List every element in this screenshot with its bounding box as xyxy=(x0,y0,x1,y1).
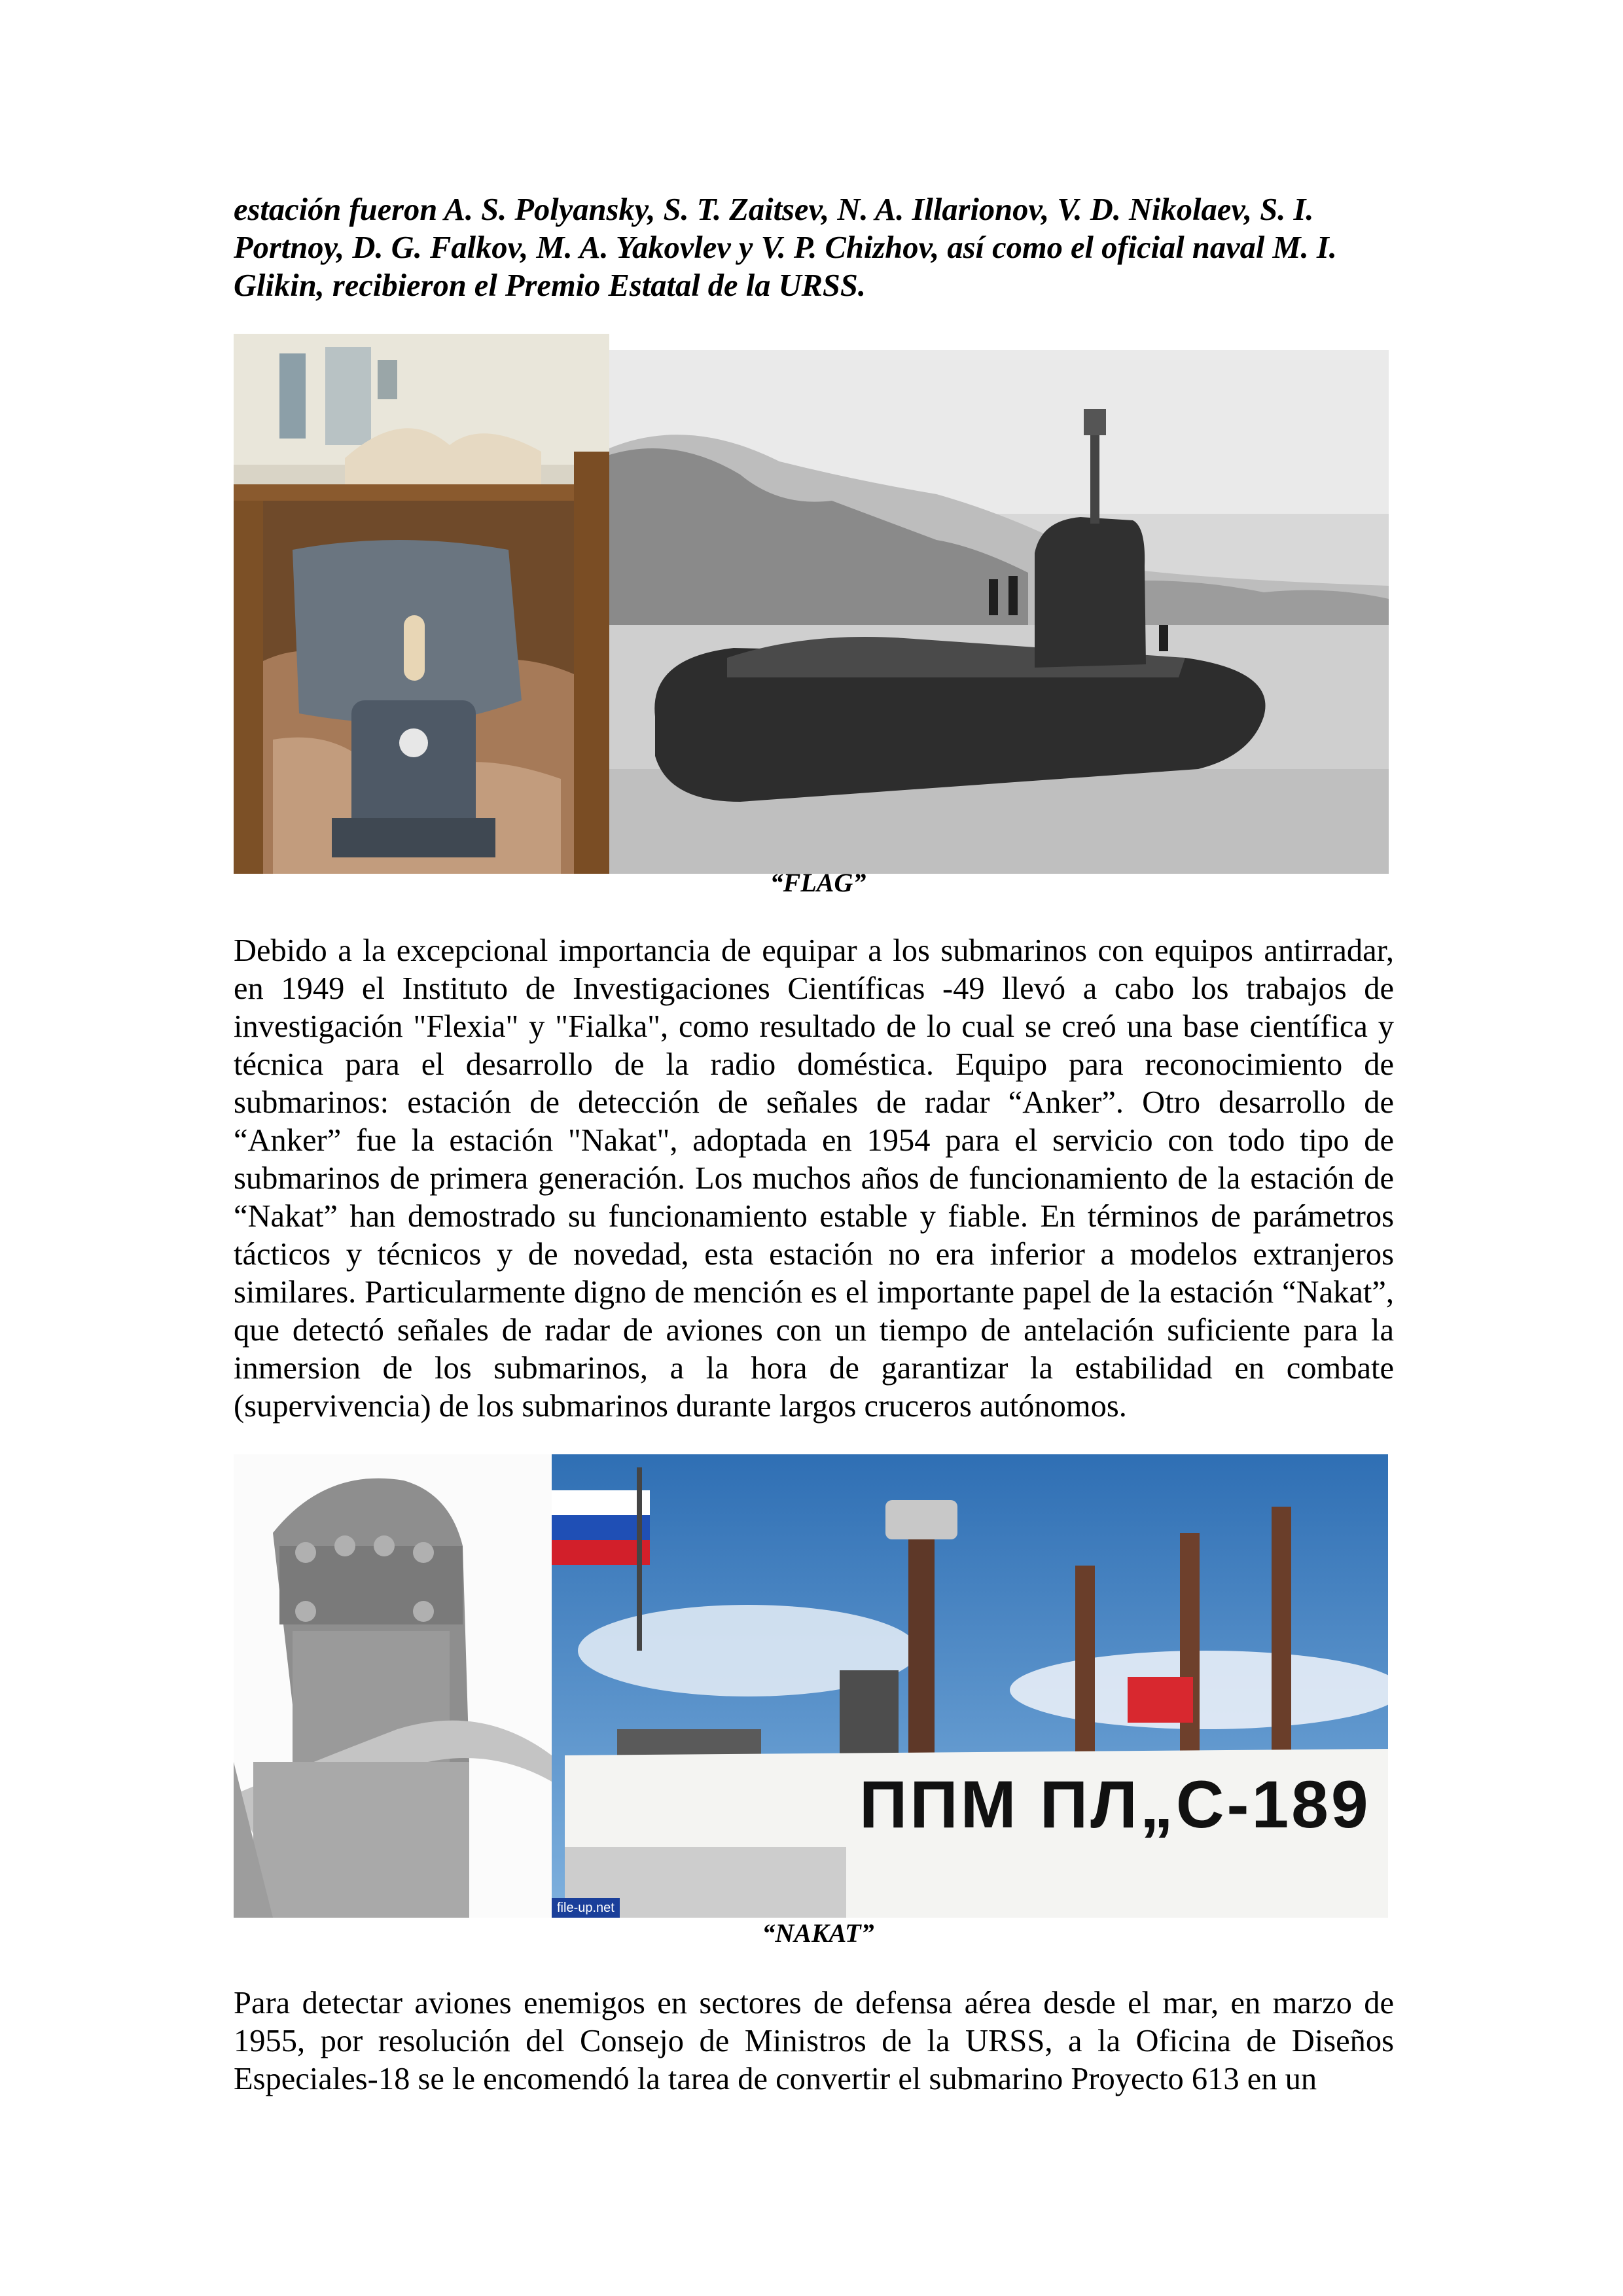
body-paragraph-nakat: Debido a la excepcional importancia de equipar a los submarinos con equipos antirradar, en 1949 el Instituto de Investigaciones Científicas -49 llevó a cabo los trabajos de investigación "Flexia" y "Fialka", como resultado de lo cual se creó una base científica y técnica para el desarrollo de la radio doméstica. Equipo para reconocimiento de submarinos: estación de detección de señales de radar “Anker”. Otro desarrollo de “Anker” fue la estación "Nakat", adoptada en 1954 para el servicio con todo tipo de submarinos de primera generación. Los muchos años de funcionamiento de la estación de “Nakat” han demostrado su funcionamiento estable y fiable. En términos de parámetros tácticos y técnicos y de novedad, esta estación no era inferior a modelos extranjeros similares. Particularmente digno de mención es el importante papel de la estación “Nakat”, que detectó señales de radar de aviones con un tiempo de antelación suficiente para la inmersion de los submarinos, a la hora de garantizar la estabilidad en combate (supervivencia) de los submarinos durante largos cruceros autónomos. xyxy=(234,933,1394,1424)
caption-nakat: “NAKAT” xyxy=(762,1918,874,1948)
photo-submarine-masts xyxy=(552,1454,1388,1918)
watermark-label: file-up.net xyxy=(552,1898,620,1918)
photo-antenna-crate xyxy=(234,334,609,874)
photo-submarine xyxy=(609,350,1389,874)
caption-flag: “FLAG” xyxy=(770,868,866,897)
photo-antenna-closeup xyxy=(234,1454,552,1918)
intro-italic-paragraph: estación fueron A. S. Polyansky, S. T. Zaitsev, N. A. Illarionov, V. D. Nikolaev, S. I. Portnoy, D. G. Falkov, M. A. Yakovlev y V. P. Chizhov, así como el oficial naval M. I. Glikin, recibieron el Premio Estatal de la URSS. xyxy=(234,192,1337,303)
banner-text: ППМ ПЛ„С-189 xyxy=(859,1767,1371,1842)
body-paragraph-final: Para detectar aviones enemigos en sectores de defensa aérea desde el mar, en marzo de 1955, por resolución del Consejo de Ministros de la URSS, a la Oficina de Diseños Especiales-18 se le encomendó la tarea de convertir el submarino Proyecto 613 en un xyxy=(234,1986,1394,2096)
